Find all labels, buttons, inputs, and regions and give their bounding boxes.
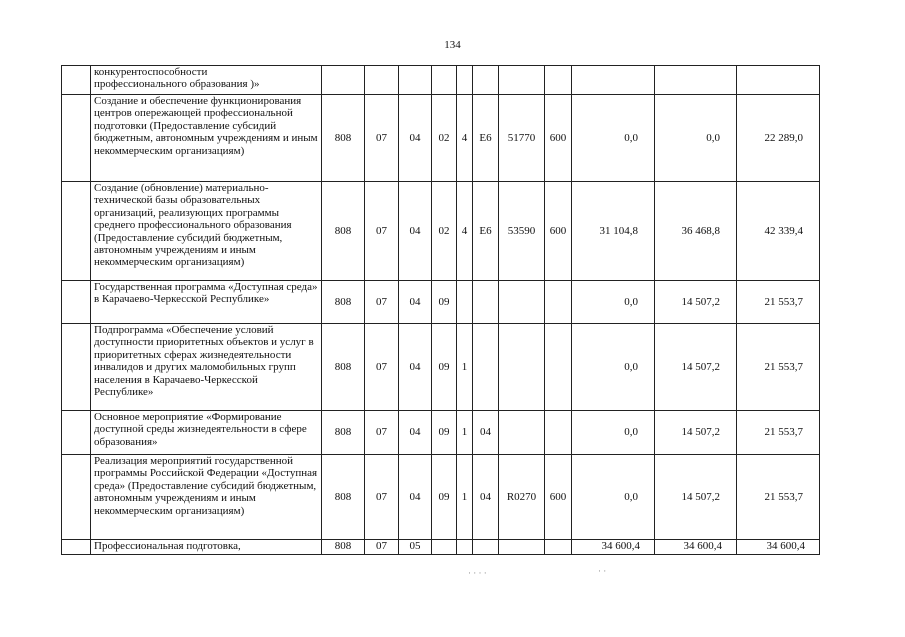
subprogram-code-cell	[457, 540, 473, 555]
row-number-cell	[62, 182, 91, 281]
amount-2020-cell: 14 507,2	[655, 281, 737, 324]
expense-type-code-cell	[545, 66, 572, 95]
subsection-code-cell: 05	[399, 540, 432, 555]
amount-2021-cell: 21 553,7	[737, 411, 820, 455]
table-row	[62, 66, 820, 95]
subprogram-code-cell	[457, 281, 473, 324]
program-code-cell: 02	[432, 95, 457, 182]
subsection-code-cell	[399, 66, 432, 95]
section-code-cell: 07	[365, 411, 399, 455]
amount-2019-cell: 0,0	[572, 281, 655, 324]
subsection-code-cell: 04	[399, 182, 432, 281]
subprogram-code-cell: 4	[457, 95, 473, 182]
scan-artifact: · · · ·	[468, 568, 487, 578]
subsection-code-cell: 04	[399, 281, 432, 324]
ministry-code-cell: 808	[322, 411, 365, 455]
table-row	[62, 95, 820, 182]
amount-2021-cell: 22 289,0	[737, 95, 820, 182]
item-name-cell: Реализация мероприятий государственной программы Российской Федерации «Доступная среда» (Предоставление субсидий бюджетным, автономным учреждениям и иным некоммерческим организациям)	[91, 455, 322, 540]
ministry-code-cell: 808	[322, 95, 365, 182]
ministry-code-cell	[322, 66, 365, 95]
direction-code-cell: R0270	[499, 455, 545, 540]
amount-2020-cell: 34 600,4	[655, 540, 737, 555]
table-row	[62, 411, 820, 455]
table-row	[62, 182, 820, 281]
row-number-cell	[62, 95, 91, 182]
amount-2019-cell: 0,0	[572, 455, 655, 540]
item-name-cell: Подпрограмма «Обеспечение условий доступности приоритетных объектов и услуг в приоритетных сферах жизнедеятельности инвалидов и других маломобильных групп населения в Карачаево-Черкесской Республике»	[91, 324, 322, 411]
row-number-cell	[62, 411, 91, 455]
subprogram-code-cell	[457, 66, 473, 95]
expense-type-code-cell	[545, 281, 572, 324]
amount-2019-cell: 34 600,4	[572, 540, 655, 555]
event-code-cell	[473, 66, 499, 95]
item-name-cell: Основное мероприятие «Формирование доступной среды жизнедеятельности в сфере образования»	[91, 411, 322, 455]
row-number-cell	[62, 281, 91, 324]
row-number-cell	[62, 66, 91, 95]
event-code-cell: 04	[473, 455, 499, 540]
program-code-cell: 09	[432, 324, 457, 411]
amount-2019-cell: 0,0	[572, 324, 655, 411]
direction-code-cell	[499, 540, 545, 555]
ministry-code-cell: 808	[322, 182, 365, 281]
direction-code-cell	[499, 324, 545, 411]
program-code-cell: 02	[432, 182, 457, 281]
direction-code-cell: 53590	[499, 182, 545, 281]
amount-2019-cell: 0,0	[572, 95, 655, 182]
subsection-code-cell: 04	[399, 455, 432, 540]
event-code-cell: E6	[473, 182, 499, 281]
row-number-cell	[62, 540, 91, 555]
section-code-cell: 07	[365, 455, 399, 540]
event-code-cell	[473, 281, 499, 324]
amount-2019-cell	[572, 66, 655, 95]
subprogram-code-cell: 4	[457, 182, 473, 281]
direction-code-cell	[499, 281, 545, 324]
item-name-cell: Создание (обновление) материально-технической базы образовательных организаций, реализующих программы среднего профессионального образования (Предоставление субсидий бюджетным, автономным учреждениям и иным некоммерческим организациям)	[91, 182, 322, 281]
direction-code-cell	[499, 411, 545, 455]
amount-2020-cell	[655, 66, 737, 95]
ministry-code-cell: 808	[322, 455, 365, 540]
amount-2019-cell: 0,0	[572, 411, 655, 455]
item-name-cell: Создание и обеспечение функционирования центров опережающей профессиональной подготовки (Предоставление субсидий бюджетным, автономным учреждениям и иным некоммерческим организациям)	[91, 95, 322, 182]
table-row	[62, 540, 820, 555]
amount-2020-cell: 14 507,2	[655, 411, 737, 455]
section-code-cell: 07	[365, 281, 399, 324]
program-code-cell	[432, 66, 457, 95]
amount-2021-cell: 42 339,4	[737, 182, 820, 281]
direction-code-cell	[499, 66, 545, 95]
subsection-code-cell: 04	[399, 324, 432, 411]
amount-2019-cell: 31 104,8	[572, 182, 655, 281]
row-number-cell	[62, 455, 91, 540]
subprogram-code-cell: 1	[457, 411, 473, 455]
expense-type-code-cell	[545, 411, 572, 455]
amount-2021-cell: 34 600,4	[737, 540, 820, 555]
expense-type-code-cell: 600	[545, 455, 572, 540]
section-code-cell	[365, 66, 399, 95]
program-code-cell: 09	[432, 455, 457, 540]
subprogram-code-cell: 1	[457, 324, 473, 411]
program-code-cell: 09	[432, 411, 457, 455]
amount-2021-cell	[737, 66, 820, 95]
ministry-code-cell: 808	[322, 540, 365, 555]
event-code-cell: 04	[473, 411, 499, 455]
expense-type-code-cell: 600	[545, 95, 572, 182]
section-code-cell: 07	[365, 324, 399, 411]
expense-type-code-cell: 600	[545, 182, 572, 281]
program-code-cell: 09	[432, 281, 457, 324]
section-code-cell: 07	[365, 540, 399, 555]
table-row	[62, 281, 820, 324]
event-code-cell: E6	[473, 95, 499, 182]
amount-2020-cell: 14 507,2	[655, 324, 737, 411]
direction-code-cell: 51770	[499, 95, 545, 182]
row-number-cell	[62, 324, 91, 411]
amount-2021-cell: 21 553,7	[737, 324, 820, 411]
program-code-cell	[432, 540, 457, 555]
expense-type-code-cell	[545, 324, 572, 411]
item-name-cell: Профессиональная подготовка,	[91, 540, 322, 555]
amount-2021-cell: 21 553,7	[737, 281, 820, 324]
amount-2020-cell: 14 507,2	[655, 455, 737, 540]
event-code-cell	[473, 540, 499, 555]
section-code-cell: 07	[365, 182, 399, 281]
page-number: 134	[444, 39, 461, 51]
ministry-code-cell: 808	[322, 281, 365, 324]
expense-type-code-cell	[545, 540, 572, 555]
table-row	[62, 324, 820, 411]
ministry-code-cell: 808	[322, 324, 365, 411]
subsection-code-cell: 04	[399, 95, 432, 182]
section-code-cell: 07	[365, 95, 399, 182]
event-code-cell	[473, 324, 499, 411]
subsection-code-cell: 04	[399, 411, 432, 455]
item-name-cell: Государственная программа «Доступная среда» в Карачаево-Черкесской Республике»	[91, 281, 322, 324]
scan-artifact: · ·	[598, 566, 607, 576]
table-row	[62, 455, 820, 540]
item-name-cell: конкурентоспособности профессионального образования )»	[91, 66, 322, 95]
amount-2020-cell: 0,0	[655, 95, 737, 182]
amount-2021-cell: 21 553,7	[737, 455, 820, 540]
budget-table	[61, 65, 820, 555]
subprogram-code-cell: 1	[457, 455, 473, 540]
amount-2020-cell: 36 468,8	[655, 182, 737, 281]
